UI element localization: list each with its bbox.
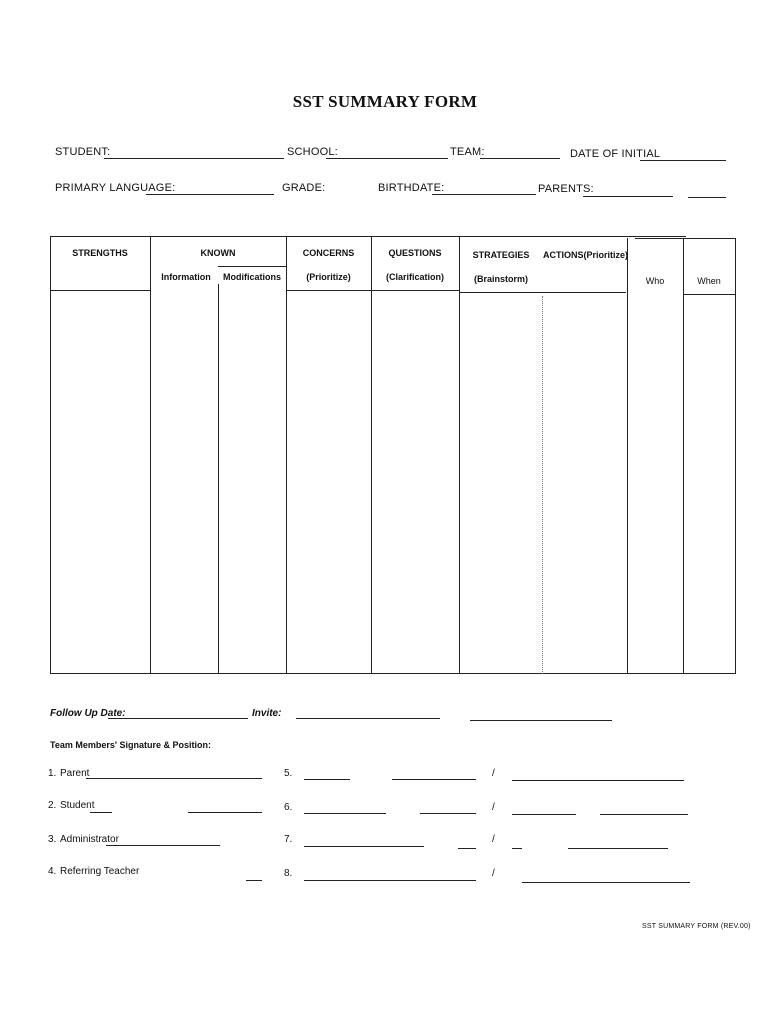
team-label: TEAM: [450, 146, 485, 158]
form-title: SST SUMMARY FORM [292, 92, 478, 111]
school-label: SCHOOL: [287, 146, 338, 158]
sig-6-position-line-a[interactable] [512, 814, 576, 815]
sig-7-input-line-a[interactable] [304, 846, 424, 847]
birthdate-input-line[interactable] [432, 194, 536, 195]
team-members-heading: Team Members' Signature & Position: [50, 740, 212, 750]
student-input-line[interactable] [104, 158, 284, 159]
grade-label: GRADE: [282, 182, 326, 194]
sig-2-input-line-a[interactable] [90, 812, 112, 813]
invite-input-line-2[interactable] [470, 720, 612, 721]
parents-input-line-2[interactable] [688, 197, 726, 198]
invite-label: Invite: [252, 708, 282, 719]
sig-7-num: 7. [284, 834, 293, 845]
concerns-header: CONCERNS [302, 248, 355, 258]
who-header: Who [645, 276, 665, 286]
sig-8-separator: / [492, 868, 495, 879]
sig-7-separator: / [492, 834, 495, 845]
sig-4-num: 4. [48, 866, 57, 877]
sig-7-input-line-b[interactable] [458, 848, 476, 849]
parents-input-line[interactable] [583, 196, 673, 197]
questions-subheader: (Clarification) [385, 272, 444, 282]
questions-header: QUESTIONS [388, 248, 442, 258]
form-revision-code: SST SUMMARY FORM (REV.00) [642, 923, 751, 930]
date-of-initial-input-line[interactable] [640, 160, 726, 161]
sig-1-num: 1. [48, 768, 57, 779]
date-of-initial-label: DATE OF INITIAL [570, 148, 661, 160]
sst-summary-table [50, 236, 736, 674]
sig-8-input-line[interactable] [304, 880, 476, 881]
modifications-header: Modifications [223, 272, 281, 282]
sig-8-position-line[interactable] [522, 882, 690, 883]
primary-language-input-line[interactable] [146, 194, 274, 195]
actions-header: ACTIONS(Prioritize) [543, 250, 629, 260]
concerns-subheader: (Prioritize) [306, 272, 351, 282]
sig-6-separator: / [492, 802, 495, 813]
sig-5-input-line-a[interactable] [304, 779, 350, 780]
follow-up-date-input-line[interactable] [108, 718, 248, 719]
when-header: When [697, 276, 721, 286]
information-header: Information [161, 272, 211, 282]
sig-3-label: Administrator [60, 834, 119, 845]
sig-4-label: Referring Teacher [60, 866, 140, 877]
parents-label: PARENTS: [538, 183, 594, 195]
birthdate-label: BIRTHDATE: [378, 182, 445, 194]
sig-7-position-line-a[interactable] [512, 848, 522, 849]
sig-6-position-line-b[interactable] [600, 814, 688, 815]
sig-2-input-line-b[interactable] [188, 812, 262, 813]
sig-2-num: 2. [48, 800, 57, 811]
student-label: STUDENT: [55, 146, 111, 158]
sig-5-num: 5. [284, 768, 293, 779]
follow-up-date-label: Follow Up Date: [50, 708, 126, 719]
sig-8-num: 8. [284, 868, 293, 879]
strengths-header: STRENGTHS [72, 248, 128, 258]
strategies-subheader: (Brainstorm) [473, 274, 528, 284]
sig-3-input-line[interactable] [106, 845, 220, 846]
sig-5-separator: / [492, 768, 495, 779]
strategies-header: STRATEGIES [472, 250, 530, 260]
sig-3-num: 3. [48, 834, 57, 845]
sig-7-position-line-b[interactable] [568, 848, 668, 849]
sig-1-input-line[interactable] [86, 778, 262, 779]
sig-1-label: Parent [60, 768, 90, 779]
school-input-line[interactable] [326, 158, 448, 159]
sig-6-input-line-a[interactable] [304, 813, 386, 814]
sig-5-position-line[interactable] [512, 780, 684, 781]
team-input-line[interactable] [480, 158, 560, 159]
invite-input-line-1[interactable] [296, 718, 440, 719]
sig-4-input-line[interactable] [246, 880, 262, 881]
known-header: KNOWN [200, 248, 236, 258]
sig-5-input-line-b[interactable] [392, 779, 476, 780]
primary-language-label: PRIMARY LANGUAGE: [55, 182, 176, 194]
sig-6-input-line-b[interactable] [420, 813, 476, 814]
sig-2-label: Student [60, 800, 95, 811]
sig-6-num: 6. [284, 802, 293, 813]
